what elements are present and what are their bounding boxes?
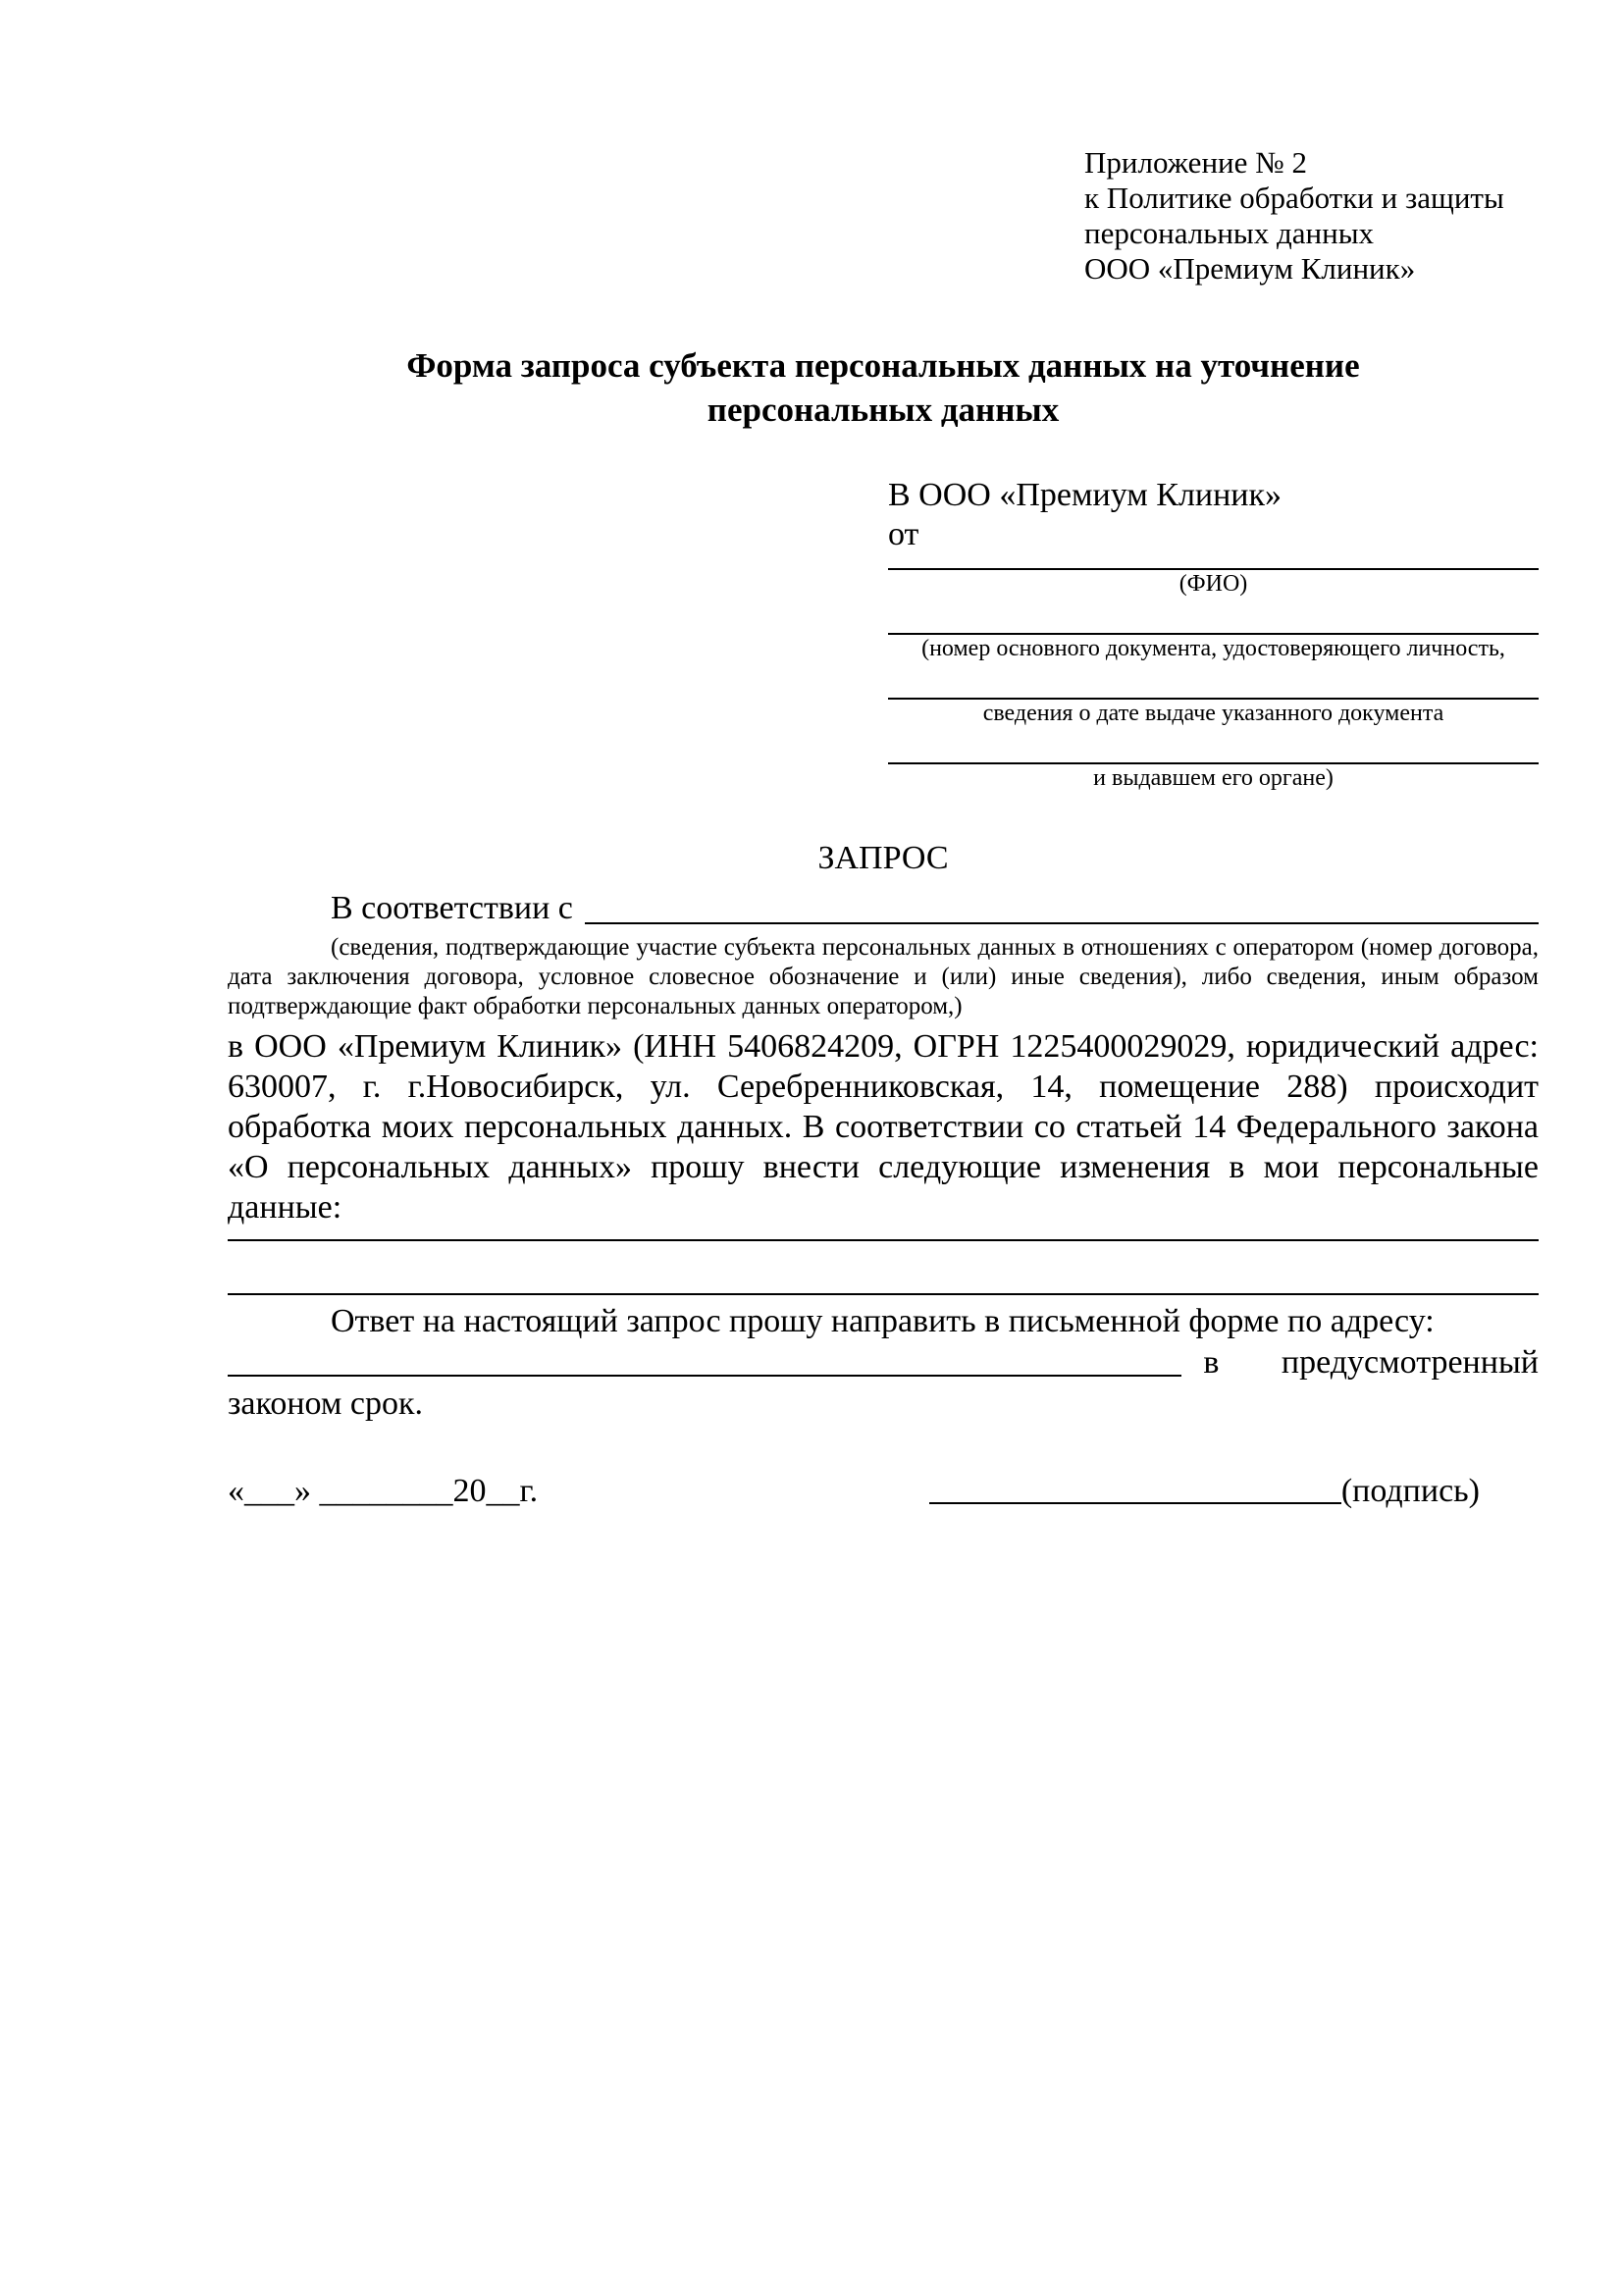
changes-blank-line-2: [228, 1241, 1539, 1295]
issuing-authority-blank-line: [888, 727, 1539, 764]
address-blank-line: [228, 1374, 1181, 1377]
response-paragraph: Ответ на настоящий запрос прошу направить в письменной форме по адресу:: [331, 1303, 1435, 1339]
request-heading: ЗАПРОС: [817, 840, 949, 876]
address-blank-row: [228, 1342, 1539, 1383]
appendix-header-line: Приложение № 2: [1084, 145, 1307, 180]
changes-blank-line-1: [228, 1227, 1539, 1241]
appendix-header-line: персональных данных: [1084, 216, 1375, 250]
signature-caption: (подпись): [1340, 1473, 1480, 1509]
request-body-paragraph: в ООО «Премиум Клиник» (ИНН 5406824209, ОГРН 1225400029029, юридический адрес: 630007, г. г.Новосибирск, ул. Серебренниковская, 14, помещение 288) происходит обработка моих персональных данных. В соответствии со статьей 14 Федерального закона «О персональных данных» прошу внести следующие изменения в мои персональные данные:: [228, 1028, 1539, 1226]
response-tail-text: в предусмотренный: [1203, 1344, 1539, 1381]
addressee-to: В ООО «Премиум Клиник»: [888, 477, 1283, 513]
date-blank: «___» ________20__г.: [228, 1473, 539, 1509]
issue-date-blank-line: [888, 662, 1539, 700]
appendix-header: [1084, 145, 1539, 287]
issue-date-caption: сведения о дате выдаче указанного документа: [982, 701, 1444, 726]
date-signature-row: [228, 1472, 1539, 1511]
small-print-note: (сведения, подтверждающие участие субъекта персональных данных в отношениях с оператором (номер договора, дата заключения договора, условное словесное обозначение и (или) иные сведения), либо сведения, иным образом подтверждающие факт обработки персональных данных оператором,): [228, 934, 1539, 1019]
fio-blank-line: [888, 554, 1539, 570]
appendix-header-line: к Политике обработки и защиты: [1084, 181, 1504, 215]
document-number-caption: (номер основного документа, удостоверяющего личность,: [921, 636, 1505, 661]
fio-caption: (ФИО): [1178, 571, 1248, 597]
accordance-blank-line: [585, 921, 1539, 924]
page-title-line2: персональных данных: [707, 391, 1060, 429]
addressee-block: [888, 476, 1539, 792]
response-last-line: законом срок.: [228, 1385, 423, 1422]
accordance-row: [228, 886, 1539, 931]
accordance-label: В соответствии с: [331, 890, 573, 926]
signature-blank-line: [929, 1501, 1341, 1504]
addressee-from: от: [888, 516, 919, 552]
appendix-header-line: ООО «Премиум Клиник»: [1084, 251, 1416, 286]
issuing-authority-caption: и выдавшем его органе): [1093, 765, 1334, 791]
document-number-blank-line: [888, 598, 1539, 635]
page-title-line1: Форма запроса субъекта персональных данных на уточнение: [406, 346, 1360, 385]
page-title: [228, 343, 1539, 432]
